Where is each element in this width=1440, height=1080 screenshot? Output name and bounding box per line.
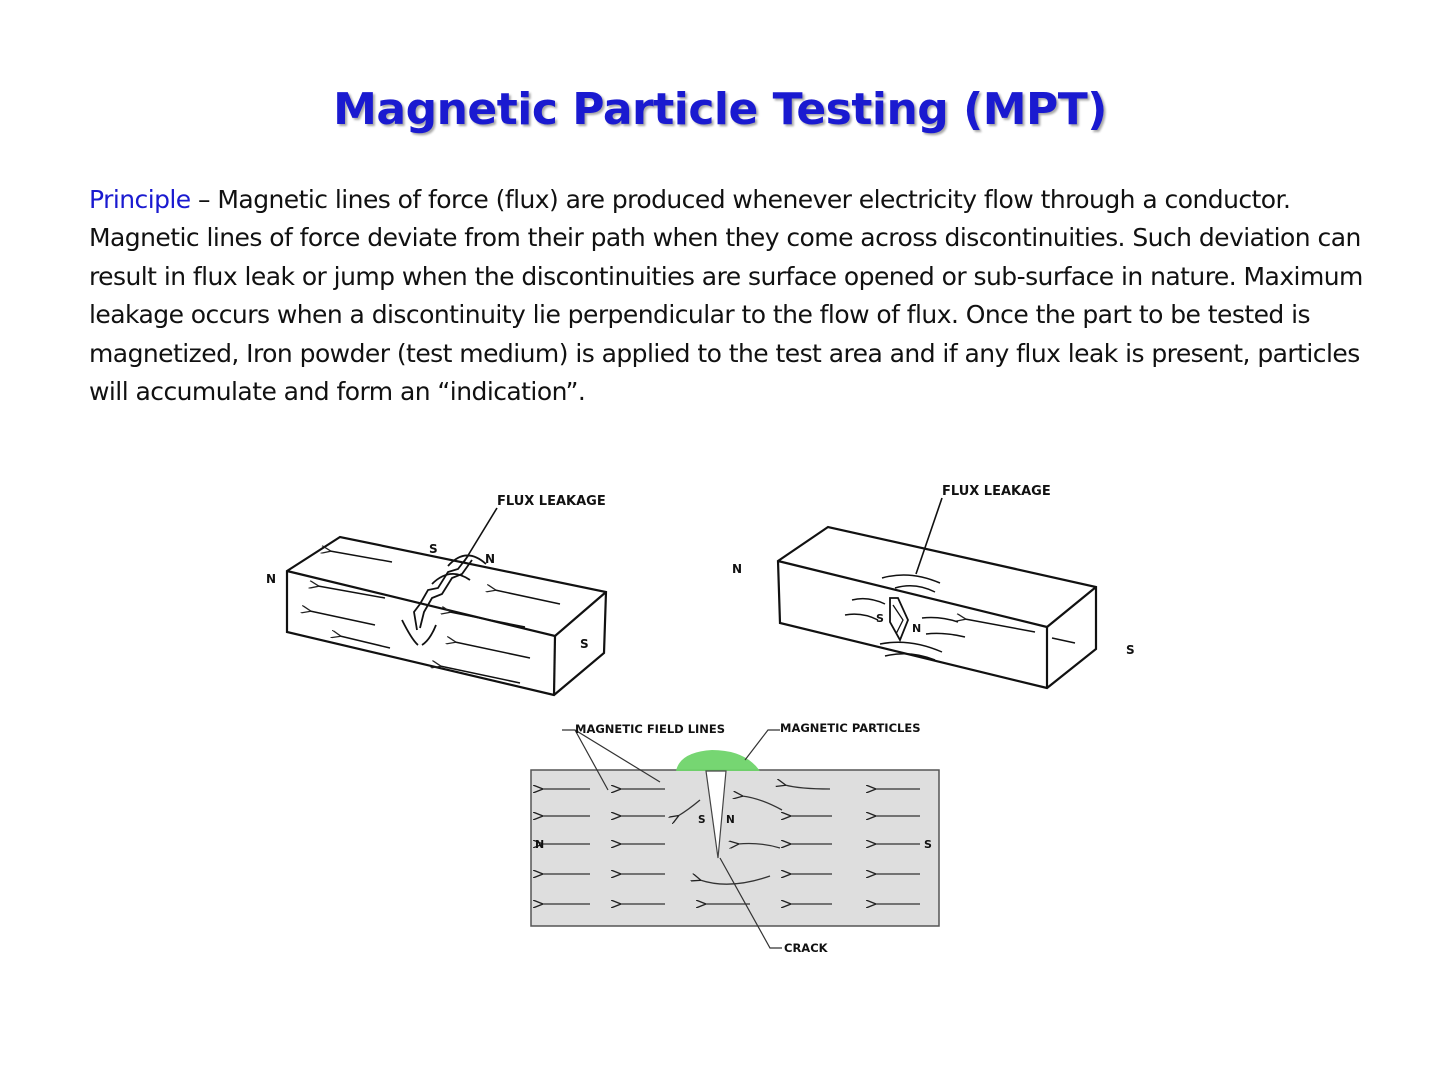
left-flux-arrow bbox=[330, 551, 392, 562]
right-pole-s: S bbox=[1126, 643, 1135, 657]
right-callout-label: FLUX LEAKAGE bbox=[942, 484, 1051, 499]
label-crack: CRACK bbox=[784, 941, 828, 955]
bottom-crack-s: S bbox=[698, 814, 706, 826]
right-defect-n: N bbox=[912, 622, 922, 635]
diagram-left-surface-crack bbox=[287, 508, 606, 695]
magnetic-particles-deposit bbox=[676, 750, 760, 771]
right-flux-line bbox=[922, 618, 958, 623]
bottom-pole-n: N bbox=[535, 838, 545, 851]
left-crack-s: S bbox=[429, 542, 438, 556]
right-flux-arrow bbox=[1052, 638, 1075, 643]
bottom-plate bbox=[531, 770, 939, 926]
left-crack-n: N bbox=[485, 552, 496, 566]
label-magnetic-field-lines: MAGNETIC FIELD LINES bbox=[575, 722, 726, 736]
bottom-crack-n: N bbox=[726, 814, 735, 826]
right-defect-s: S bbox=[876, 612, 884, 625]
left-flux-arrow bbox=[310, 611, 375, 625]
bottom-pole-s: S bbox=[924, 838, 932, 851]
right-flux-line bbox=[852, 599, 885, 604]
right-pole-n: N bbox=[732, 562, 743, 576]
left-bar-front-right-edge bbox=[554, 636, 555, 695]
particles-leader bbox=[745, 730, 780, 760]
principle-text: – Magnetic lines of force (flux) are produced whenever electricity flow through a conductor. Magnetic lines of force deviate from their path when they come across discontinuities. Such deviation can result in flux leak or jump when the discontinuities are surface opened or sub-surface in nature. Maximum leakage occurs when a discontinuity lie perpendicular to the flow of flux. Once the part to be tested is magnetized, Iron powder (test medium) is applied to the test area and if any flux leak is present, particles will accumulate and form an “indication”. bbox=[89, 185, 1363, 407]
left-pole-s: S bbox=[580, 637, 589, 651]
left-bar-front-face bbox=[287, 570, 556, 695]
diagram-bottom-cross-section bbox=[531, 730, 939, 948]
left-callout-label: FLUX LEAKAGE bbox=[497, 494, 606, 509]
left-flux-arrow bbox=[495, 590, 560, 604]
slide-title: Magnetic Particle Testing (MPT) bbox=[333, 84, 1107, 135]
right-flux-line bbox=[882, 575, 940, 583]
principle-label: Principle bbox=[89, 185, 191, 214]
right-flux-line bbox=[926, 633, 965, 637]
right-bar-outline bbox=[778, 527, 1096, 688]
left-pole-n: N bbox=[266, 572, 277, 586]
label-magnetic-particles: MAGNETIC PARTICLES bbox=[780, 721, 921, 735]
right-defect-shape bbox=[890, 598, 908, 640]
diagram-right-subsurface-defect bbox=[778, 498, 1096, 688]
right-callout-leader bbox=[916, 498, 942, 574]
right-flux-line bbox=[845, 614, 878, 620]
